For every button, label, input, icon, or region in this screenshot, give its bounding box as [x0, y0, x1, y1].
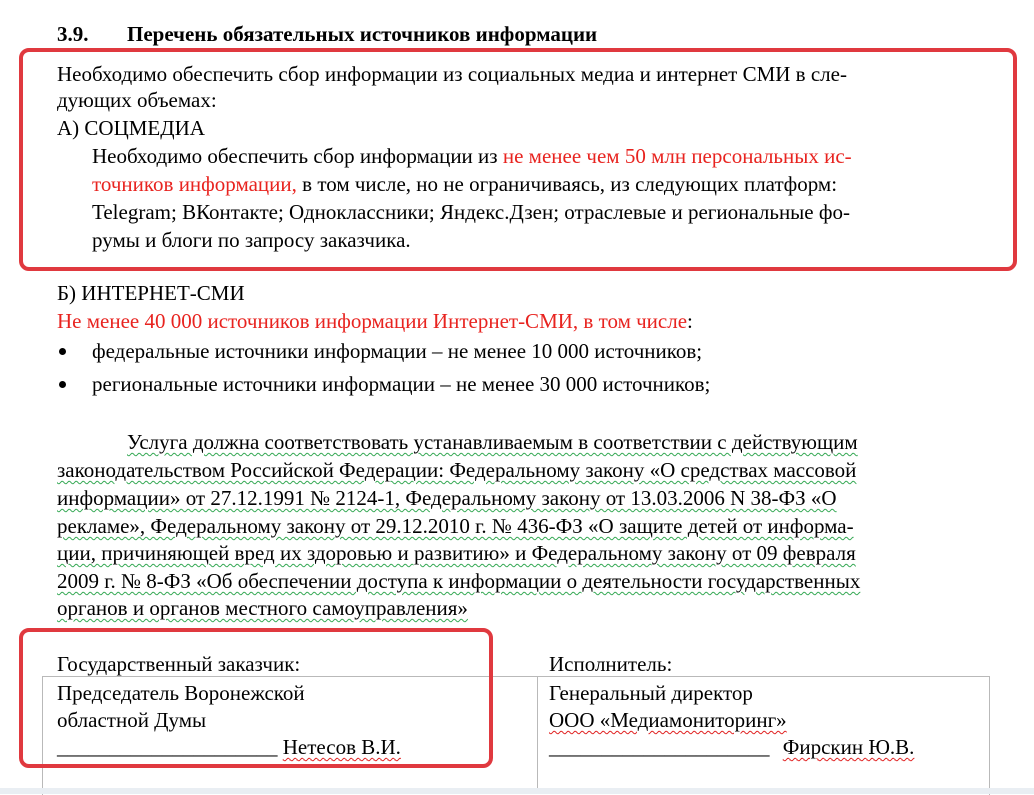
highlight-box-socmedia	[19, 48, 1017, 271]
customer-position-line-2: областной Думы	[57, 708, 207, 732]
socmedia-line-4: румы и блоги по запросу заказчика.	[92, 228, 411, 252]
contractor-signature-line	[549, 734, 914, 760]
contractor-company: ООО «Медиамониторинг»	[549, 708, 787, 732]
law-line-1: Услуга должна соответствовать устанавливаемым в соответствии с действующим	[127, 430, 858, 454]
page-bottom-edge	[0, 788, 1034, 794]
customer-label: Государственный заказчик:	[57, 652, 301, 676]
socmedia-line-2-red: точников информации,	[92, 172, 297, 196]
socmedia-line-1-text: Необходимо обеспечить сбор информации из	[92, 144, 503, 168]
contractor-position-line-2	[549, 707, 787, 733]
bullet-dot	[59, 381, 66, 388]
socmedia-line-1-red: не менее чем 50 млн персональных ис-	[502, 144, 852, 168]
section-number: 3.9.	[57, 22, 89, 46]
contractor-position-line-1: Генеральный директор	[549, 681, 753, 705]
contractor-name: Фирскин Ю.В.	[782, 735, 915, 759]
internet-smi-red-line	[57, 308, 693, 334]
law-line-4: рекламе», Федеральному закону от 29.12.2010 г. № 436-ФЗ «О защите детей от информа-	[57, 514, 854, 538]
internet-smi-heading: Б) ИНТЕРНЕТ-СМИ	[57, 281, 245, 305]
socmedia-heading: А) СОЦМЕДИА	[57, 116, 205, 140]
internet-smi-red-text: Не менее 40 000 источников информации Интернет-СМИ, в том числе	[57, 309, 688, 333]
socmedia-line-2-text: в том числе, но не ограничиваясь, из следующих платформ:	[296, 172, 838, 196]
socmedia-line-3: Telegram; ВКонтакте; Одноклассники; Яндекс.Дзен; отраслевые и региональные фо-	[92, 200, 850, 224]
law-line-3: информации» от 27.12.1991 № 2124-1, Федеральному закону от 13.03.2006 N 38-ФЗ «О	[57, 486, 837, 510]
customer-underline: _____________________	[57, 735, 278, 759]
customer-position-line-1: Председатель Воронежской	[57, 681, 305, 705]
signature-table-divider	[537, 676, 538, 794]
intro-line-1: Необходимо обеспечить сбор информации из социальных медиа и интернет СМИ в сле-	[57, 62, 847, 86]
bullet-dot	[59, 348, 66, 355]
contractor-label: Исполнитель:	[549, 652, 673, 676]
law-line-5: ции, причиняющей вред их здоровью и развитию» и Федеральному закону от 09 февраля	[57, 541, 856, 565]
highlight-box-customer	[19, 628, 493, 768]
law-line-2: законодательством Российской Федерации: Федеральному закону «О средствах массовой	[57, 458, 857, 482]
intro-line-2: дующих объемах:	[57, 88, 217, 112]
bullet-item-federal: федеральные источники информации – не менее 10 000 источников;	[92, 339, 703, 363]
internet-smi-colon: :	[687, 309, 693, 333]
bullet-item-regional: региональные источники информации – не менее 30 000 источников;	[92, 372, 711, 396]
section-title: Перечень обязательных источников информации	[127, 22, 598, 46]
contractor-underline: _____________________	[549, 735, 770, 759]
law-line-7: органов и органов местного самоуправления»	[57, 596, 468, 620]
customer-name: Нетесов В.И.	[282, 735, 401, 759]
law-line-6: 2009 г. № 8-ФЗ «Об обеспечении доступа к информации о деятельности государственных	[57, 569, 861, 593]
